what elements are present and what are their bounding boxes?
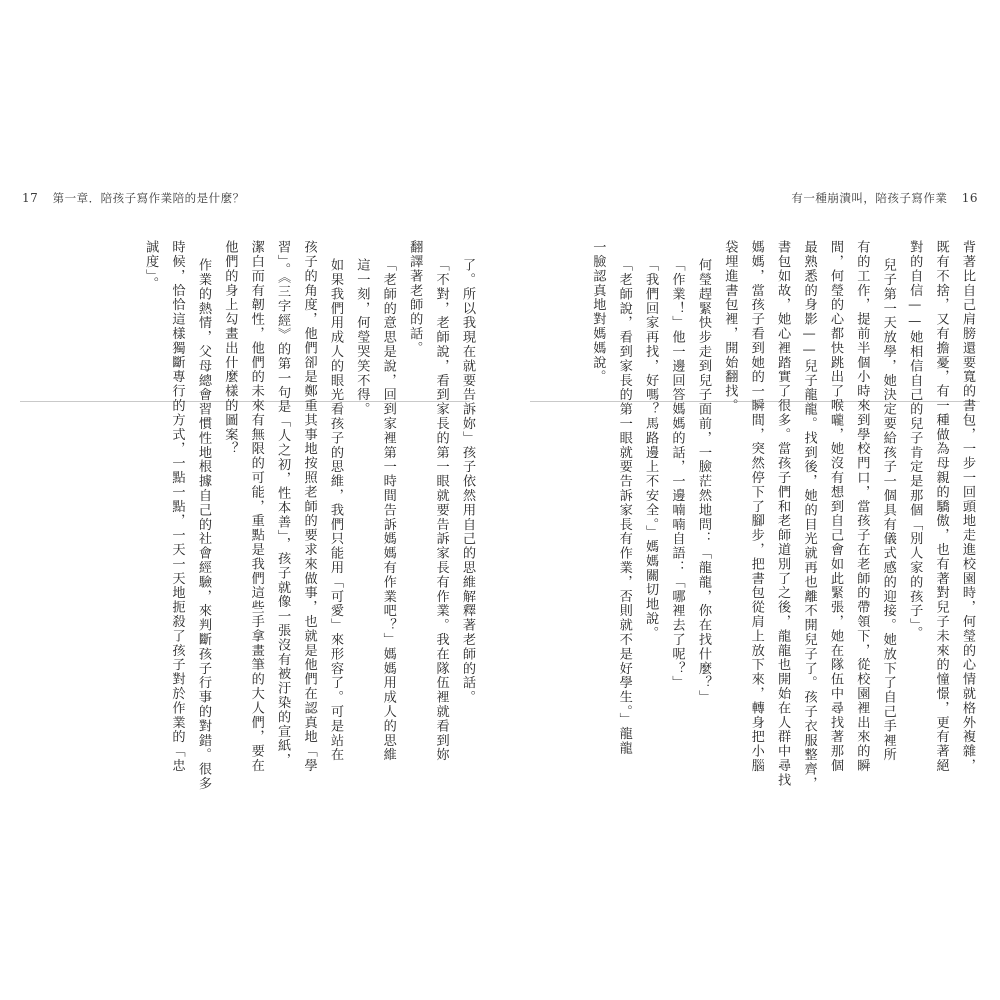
page-right-columns: [520, 240, 980, 940]
paragraph: 兒子第一天放學，她決定要給孩子一個具有儀式感的迎接。她放下了自己手裡所: [880, 258, 896, 763]
paragraph: 書包如故，她心裡踏實了很多。當孩子們和老師道別了之後，龍龍也開始在人群中尋找: [775, 240, 791, 788]
paragraph: 翻譯著老師的話。: [407, 240, 423, 356]
running-head-right-title: 有一種崩潰叫，陪孩子寫作業: [791, 191, 948, 205]
paragraph: 他們的身上勾畫出什麼樣的圖案？: [222, 240, 238, 456]
running-head-right: [791, 190, 978, 206]
paragraph: 有的工作，提前半個小時來到學校門口，當孩子在老師的帶領下，從校園裡出來的瞬: [854, 240, 870, 773]
paragraph: 一臉認真地對媽媽說。: [590, 240, 606, 384]
paragraph: 誠度」。: [143, 240, 159, 291]
paragraph: 「老師的意思是說，回到家裡第一時間告訴媽媽有作業吧？」媽媽用成人的思維: [380, 258, 396, 763]
paragraph: 最熟悉的身影——兒子龍龍。找到後，她的目光就再也離不開兒子了。孩子衣服整齊，: [801, 240, 817, 791]
paragraph: 時候，恰恰這樣獨斷專行的方式，一點一點，一天一天地扼殺了孩子對於作業的「忠: [169, 240, 185, 773]
paragraph: 間，何瑩的心都快跳出了喉嚨，她沒有想到自己會如此緊張，她在隊伍中尋找著那個: [827, 240, 843, 773]
running-head-left: [22, 190, 245, 206]
paragraph: 何瑩趕緊快步走到兒子面前，一臉茫然地問：「龍龍，你在找什麼？」: [695, 258, 711, 705]
paragraph: 「老師說，看到家長的第一眼就要告訴家長有作業，否則就不是好學生。」龍龍: [616, 258, 632, 756]
paragraph: 對的自信——她相信自己的兒子肯定是那個「別人家的孩子」。: [907, 240, 923, 641]
page-left-columns: [20, 240, 480, 940]
folio-left: 17: [22, 191, 39, 205]
paragraph: 「不對，老師說，看到家長的第一眼就要告訴家長有作業。我在隊伍裡就看到妳: [433, 258, 449, 763]
paragraph: 袋埋進書包裡，開始翻找。: [722, 240, 738, 413]
paragraph: 這一刻，何瑩哭笑不得。: [354, 258, 370, 417]
paragraph: 背著比自己肩膀還要寬的書包，一步一回頭地走進校園時，何瑩的心情就格外複雜，: [960, 240, 975, 773]
paragraph: 潔白而有韌性，他們的未來有無限的可能，重點是我們這些手拿畫筆的大人們，要在: [248, 240, 264, 773]
paragraph: 孩子的角度，他們卻是鄭重其事地按照老師的要求來做事，也就是他們在認真地「學: [301, 240, 317, 773]
page-right: [520, 240, 980, 940]
paragraph: 作業的熱情，父母總會習慣性地根據自己的社會經驗，來判斷孩子行事的對錯。很多: [195, 258, 211, 792]
paragraph: 媽媽，當孩子看到她的一瞬間，突然停下了腳步，把書包從肩上放下來，轉身把小腦: [748, 240, 764, 773]
running-head-left-title: 第一章．陪孩子寫作業陪的是什麼？: [52, 191, 245, 205]
page-left: [20, 240, 480, 940]
paragraph: 如果我們用成人的眼光看孩子的思維，我們只能用「可愛」來形容了。可是站在: [327, 258, 343, 763]
paragraph: 「作業！」他一邊回答媽媽的話，一邊喃喃自語：「哪裡去了呢？」: [669, 258, 685, 691]
paragraph: 「我們回家再找，好嗎？馬路邊上不安全。」媽媽關切地說。: [643, 258, 659, 641]
paragraph: 習」。《三字經》的第一句是「人之初，性本善」，孩子就像一張沒有被汙染的宣紙，: [275, 240, 291, 768]
paragraph: 既有不捨，又有擔憂，有一種做為母親的驕傲，也有著對兒子未來的憧憬，更有著絕: [933, 240, 949, 773]
running-heads: [0, 190, 1000, 212]
paragraph: 了。所以我現在就要告訴妳」孩子依然用自己的思維解釋著老師的話。: [460, 258, 475, 705]
folio-right: 16: [961, 191, 978, 205]
